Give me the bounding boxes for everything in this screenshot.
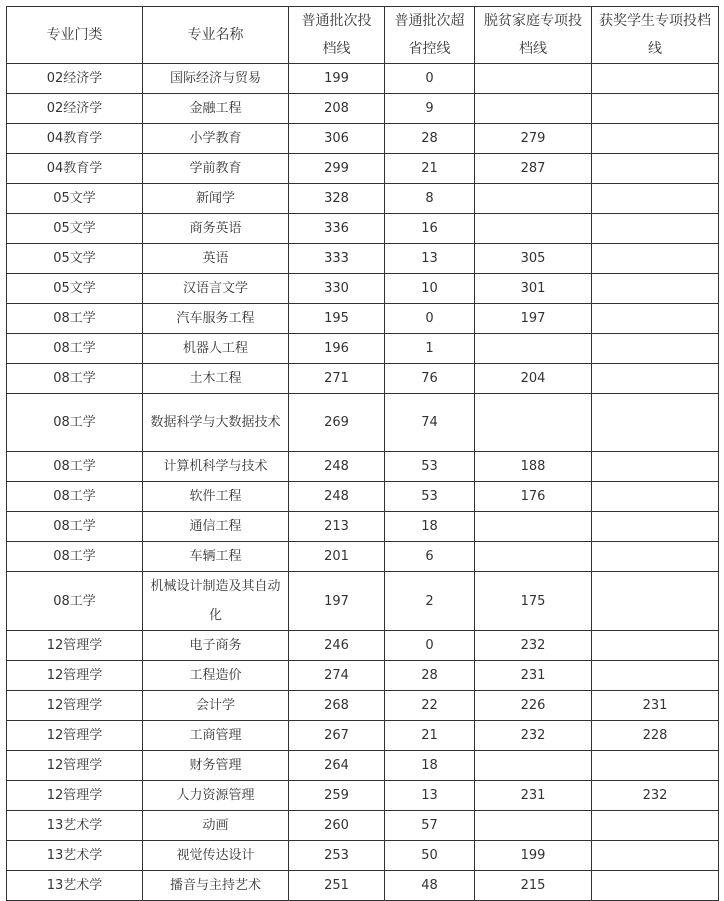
poverty-line-cell: 301: [475, 274, 592, 304]
category-cell: 12管理学: [7, 721, 143, 751]
above-control-cell: 28: [385, 661, 475, 691]
above-control-cell: 74: [385, 394, 475, 452]
poverty-line-cell: [475, 184, 592, 214]
award-line-cell: [592, 124, 719, 154]
poverty-line-cell: [475, 64, 592, 94]
header-category: 专业门类: [7, 7, 143, 64]
award-line-cell: [592, 811, 719, 841]
category-cell: 13艺术学: [7, 841, 143, 871]
poverty-line-cell: 176: [475, 482, 592, 512]
major-cell: 财务管理: [143, 751, 289, 781]
category-cell: 08工学: [7, 572, 143, 631]
above-control-cell: 13: [385, 244, 475, 274]
regular-line-cell: 248: [289, 482, 385, 512]
category-cell: 05文学: [7, 184, 143, 214]
award-line-cell: [592, 364, 719, 394]
poverty-line-cell: [475, 542, 592, 572]
major-cell: 计算机科学与技术: [143, 452, 289, 482]
regular-line-cell: 199: [289, 64, 385, 94]
above-control-cell: 13: [385, 781, 475, 811]
category-cell: 05文学: [7, 274, 143, 304]
regular-line-cell: 267: [289, 721, 385, 751]
major-cell: 英语: [143, 244, 289, 274]
award-line-cell: [592, 631, 719, 661]
table-row: [7, 482, 719, 512]
above-control-cell: 6: [385, 542, 475, 572]
major-cell: 通信工程: [143, 512, 289, 542]
category-cell: 08工学: [7, 304, 143, 334]
admission-score-table: [6, 6, 719, 901]
table-row: [7, 124, 719, 154]
header-regular-line: 普通批次投档线: [289, 7, 385, 64]
award-line-cell: [592, 64, 719, 94]
award-line-cell: [592, 394, 719, 452]
table-row: [7, 394, 719, 452]
above-control-cell: 10: [385, 274, 475, 304]
category-cell: 12管理学: [7, 661, 143, 691]
regular-line-cell: 264: [289, 751, 385, 781]
category-cell: 04教育学: [7, 154, 143, 184]
table-row: [7, 364, 719, 394]
major-cell: 工程造价: [143, 661, 289, 691]
above-control-cell: 50: [385, 841, 475, 871]
category-cell: 13艺术学: [7, 811, 143, 841]
award-line-cell: [592, 482, 719, 512]
above-control-cell: 21: [385, 154, 475, 184]
major-cell: 汽车服务工程: [143, 304, 289, 334]
category-cell: 13艺术学: [7, 871, 143, 901]
major-cell: 机械设计制造及其自动化: [143, 572, 289, 631]
major-cell: 土木工程: [143, 364, 289, 394]
major-cell: 国际经济与贸易: [143, 64, 289, 94]
table-row: [7, 631, 719, 661]
table-row: [7, 691, 719, 721]
poverty-line-cell: 287: [475, 154, 592, 184]
regular-line-cell: 260: [289, 811, 385, 841]
above-control-cell: 53: [385, 482, 475, 512]
category-cell: 02经济学: [7, 64, 143, 94]
poverty-line-cell: 279: [475, 124, 592, 154]
regular-line-cell: 330: [289, 274, 385, 304]
award-line-cell: [592, 661, 719, 691]
regular-line-cell: 268: [289, 691, 385, 721]
major-cell: 学前教育: [143, 154, 289, 184]
table-row: [7, 214, 719, 244]
poverty-line-cell: [475, 214, 592, 244]
above-control-cell: 48: [385, 871, 475, 901]
header-poverty-line: 脱贫家庭专项投档线: [475, 7, 592, 64]
poverty-line-cell: [475, 94, 592, 124]
above-control-cell: 8: [385, 184, 475, 214]
major-cell: 人力资源管理: [143, 781, 289, 811]
poverty-line-cell: 188: [475, 452, 592, 482]
above-control-cell: 16: [385, 214, 475, 244]
table-row: [7, 334, 719, 364]
above-control-cell: 2: [385, 572, 475, 631]
award-line-cell: [592, 274, 719, 304]
poverty-line-cell: 204: [475, 364, 592, 394]
regular-line-cell: 306: [289, 124, 385, 154]
major-cell: 工商管理: [143, 721, 289, 751]
major-cell: 电子商务: [143, 631, 289, 661]
table-row: [7, 244, 719, 274]
category-cell: 08工学: [7, 452, 143, 482]
regular-line-cell: 213: [289, 512, 385, 542]
award-line-cell: [592, 244, 719, 274]
major-cell: 动画: [143, 811, 289, 841]
poverty-line-cell: 199: [475, 841, 592, 871]
award-line-cell: [592, 512, 719, 542]
table-row: [7, 781, 719, 811]
category-cell: 12管理学: [7, 631, 143, 661]
above-control-cell: 76: [385, 364, 475, 394]
award-line-cell: [592, 572, 719, 631]
award-line-cell: [592, 334, 719, 364]
award-line-cell: 228: [592, 721, 719, 751]
above-control-cell: 0: [385, 631, 475, 661]
table-row: [7, 452, 719, 482]
poverty-line-cell: 197: [475, 304, 592, 334]
poverty-line-cell: [475, 512, 592, 542]
regular-line-cell: 251: [289, 871, 385, 901]
poverty-line-cell: 232: [475, 631, 592, 661]
major-cell: 汉语言文学: [143, 274, 289, 304]
table-row: [7, 721, 719, 751]
regular-line-cell: 246: [289, 631, 385, 661]
regular-line-cell: 253: [289, 841, 385, 871]
major-cell: 小学教育: [143, 124, 289, 154]
regular-line-cell: 208: [289, 94, 385, 124]
category-cell: 12管理学: [7, 751, 143, 781]
table-row: [7, 94, 719, 124]
above-control-cell: 18: [385, 512, 475, 542]
major-cell: 软件工程: [143, 482, 289, 512]
category-cell: 08工学: [7, 394, 143, 452]
above-control-cell: 21: [385, 721, 475, 751]
regular-line-cell: 299: [289, 154, 385, 184]
category-cell: 08工学: [7, 482, 143, 512]
regular-line-cell: 195: [289, 304, 385, 334]
header-above-control: 普通批次超省控线: [385, 7, 475, 64]
major-cell: 数据科学与大数据技术: [143, 394, 289, 452]
award-line-cell: 232: [592, 781, 719, 811]
poverty-line-cell: 232: [475, 721, 592, 751]
above-control-cell: 53: [385, 452, 475, 482]
above-control-cell: 28: [385, 124, 475, 154]
table-row: [7, 811, 719, 841]
table-row: [7, 871, 719, 901]
above-control-cell: 57: [385, 811, 475, 841]
award-line-cell: [592, 304, 719, 334]
category-cell: 05文学: [7, 244, 143, 274]
table-row: [7, 274, 719, 304]
regular-line-cell: 259: [289, 781, 385, 811]
poverty-line-cell: 231: [475, 661, 592, 691]
poverty-line-cell: 305: [475, 244, 592, 274]
header-award-line: 获奖学生专项投档线: [592, 7, 719, 64]
poverty-line-cell: 231: [475, 781, 592, 811]
major-cell: 车辆工程: [143, 542, 289, 572]
poverty-line-cell: [475, 751, 592, 781]
poverty-line-cell: [475, 334, 592, 364]
regular-line-cell: 248: [289, 452, 385, 482]
table-row: [7, 64, 719, 94]
major-cell: 播音与主持艺术: [143, 871, 289, 901]
table-row: [7, 184, 719, 214]
major-cell: 机器人工程: [143, 334, 289, 364]
category-cell: 12管理学: [7, 691, 143, 721]
award-line-cell: [592, 214, 719, 244]
award-line-cell: [592, 751, 719, 781]
category-cell: 08工学: [7, 334, 143, 364]
award-line-cell: [592, 841, 719, 871]
above-control-cell: 9: [385, 94, 475, 124]
poverty-line-cell: 175: [475, 572, 592, 631]
header-row: [7, 7, 719, 64]
category-cell: 12管理学: [7, 781, 143, 811]
above-control-cell: 0: [385, 64, 475, 94]
regular-line-cell: 333: [289, 244, 385, 274]
above-control-cell: 18: [385, 751, 475, 781]
major-cell: 金融工程: [143, 94, 289, 124]
table-row: [7, 841, 719, 871]
regular-line-cell: 201: [289, 542, 385, 572]
category-cell: 08工学: [7, 364, 143, 394]
category-cell: 04教育学: [7, 124, 143, 154]
category-cell: 08工学: [7, 542, 143, 572]
header-major: 专业名称: [143, 7, 289, 64]
award-line-cell: [592, 871, 719, 901]
category-cell: 02经济学: [7, 94, 143, 124]
table-row: [7, 542, 719, 572]
regular-line-cell: 274: [289, 661, 385, 691]
poverty-line-cell: [475, 811, 592, 841]
award-line-cell: 231: [592, 691, 719, 721]
regular-line-cell: 196: [289, 334, 385, 364]
major-cell: 会计学: [143, 691, 289, 721]
award-line-cell: [592, 452, 719, 482]
category-cell: 08工学: [7, 512, 143, 542]
table-row: [7, 154, 719, 184]
major-cell: 新闻学: [143, 184, 289, 214]
regular-line-cell: 271: [289, 364, 385, 394]
poverty-line-cell: 215: [475, 871, 592, 901]
category-cell: 05文学: [7, 214, 143, 244]
table-row: [7, 751, 719, 781]
regular-line-cell: 197: [289, 572, 385, 631]
award-line-cell: [592, 154, 719, 184]
above-control-cell: 0: [385, 304, 475, 334]
poverty-line-cell: [475, 394, 592, 452]
regular-line-cell: 328: [289, 184, 385, 214]
regular-line-cell: 336: [289, 214, 385, 244]
table-row: [7, 572, 719, 631]
major-cell: 商务英语: [143, 214, 289, 244]
table-row: [7, 661, 719, 691]
major-cell: 视觉传达设计: [143, 841, 289, 871]
award-line-cell: [592, 542, 719, 572]
table-row: [7, 512, 719, 542]
award-line-cell: [592, 94, 719, 124]
regular-line-cell: 269: [289, 394, 385, 452]
award-line-cell: [592, 184, 719, 214]
above-control-cell: 22: [385, 691, 475, 721]
table-row: [7, 304, 719, 334]
poverty-line-cell: 226: [475, 691, 592, 721]
above-control-cell: 1: [385, 334, 475, 364]
